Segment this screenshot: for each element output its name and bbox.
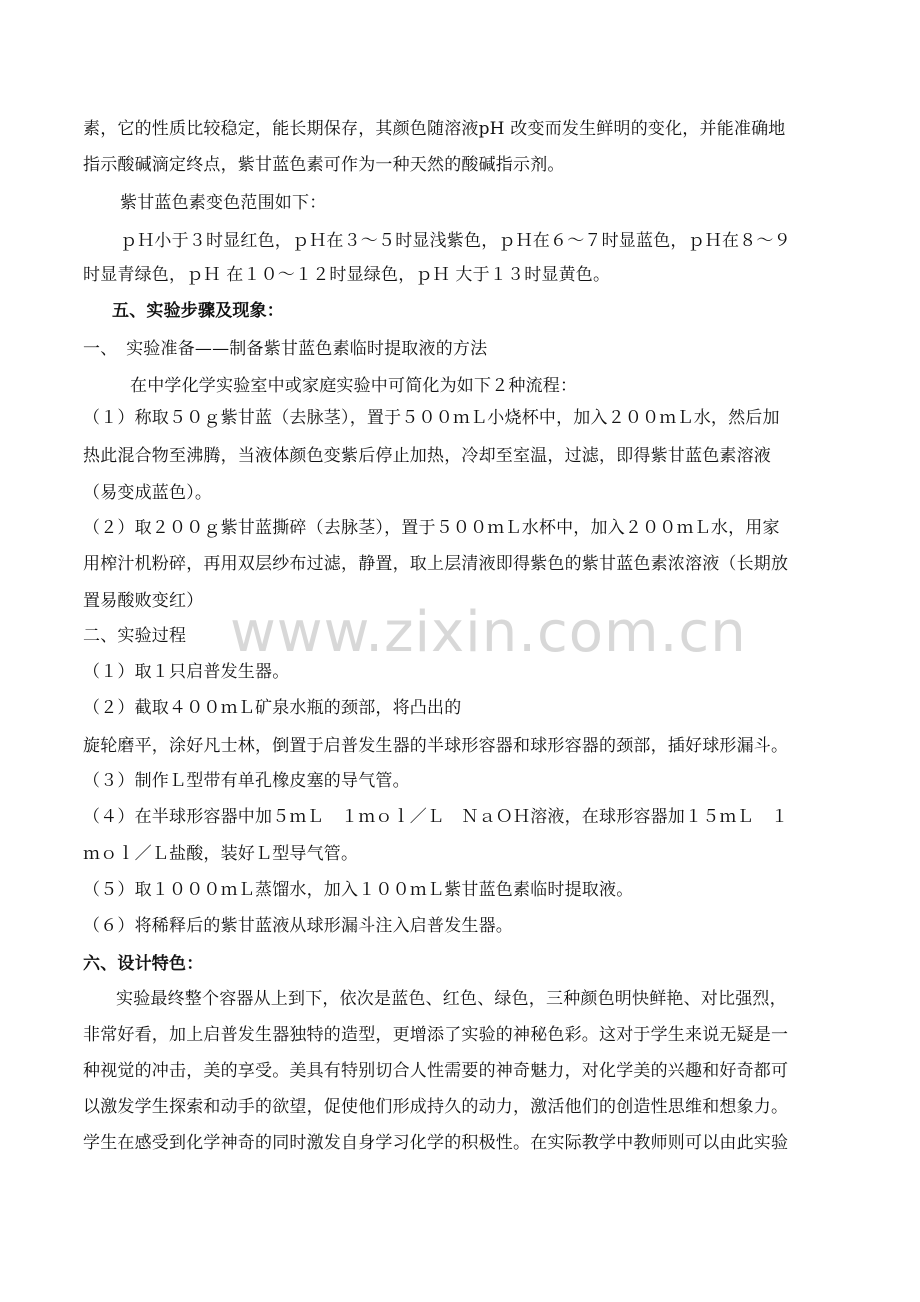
paragraph-line: 以激发学生探索和动手的欲望，促使他们形成持久的动力，激活他们的创造性思维和想象力。 — [83, 1097, 789, 1117]
list-item: （２）截取４００ｍＬ矿泉水瓶的颈部，将凸出的 — [83, 698, 462, 718]
paragraph-line: 时显青绿色，ｐＨ 在１０～１２时显绿色，ｐＨ 大于１３时显黄色。 — [83, 265, 611, 285]
paragraph-line: 紫甘蓝色素变色范围如下： — [120, 193, 327, 213]
paragraph-line: 置易酸败变红） — [83, 591, 204, 611]
paragraph-line: 学生在感受到化学神奇的同时激发自身学习化学的积极性。在实际教学中教师则可以由此实验 — [83, 1133, 789, 1153]
paragraph-line: 非常好看，加上启普发生器独特的造型，更增添了实验的神秘色彩。这对于学生来说无疑是一 — [83, 1025, 789, 1045]
section-heading: 六、设计特色： — [83, 954, 204, 974]
paragraph-line: 指示酸碱滴定终点，紫甘蓝色素可作为一种天然的酸碱指示剂。 — [83, 155, 565, 175]
paragraph-line: （易变成蓝色）。 — [83, 483, 213, 503]
paragraph-line: 在中学化学实验室中或家庭实验中可简化为如下２种流程： — [130, 376, 578, 396]
paragraph-line: 素，它的性质比较稳定，能长期保存，其颜色随溶液pH 改变而发生鲜明的变化，并能准确地 — [83, 119, 786, 139]
list-item: （３）制作Ｌ型带有单孔橡皮塞的导气管。 — [83, 771, 410, 791]
paragraph-line: 热此混合物至沸腾，当液体颜色变紫后停止加热，冷却至室温，过滤，即得紫甘蓝色素溶液 — [83, 446, 771, 466]
paragraph-line: 旋轮磨平，涂好凡士林，倒置于启普发生器的半球形容器和球形容器的颈部，插好球形漏斗。 — [83, 736, 789, 756]
paragraph-line: ｍｏｌ／Ｌ盐酸，装好Ｌ型导气管。 — [83, 844, 359, 864]
list-item: （５）取１０００ｍＬ蒸馏水，加入１００ｍＬ紫甘蓝色素临时提取液。 — [83, 880, 634, 900]
list-item: （４）在半球形容器中加５ｍＬ １ｍｏｌ／Ｌ ＮａＯＨ溶液，在球形容器加１５ｍＬ １ — [83, 807, 789, 827]
paragraph-line: ｐＨ小于３时显红色，ｐＨ在３～５时显浅紫色，ｐＨ在６～７时显蓝色，ｐＨ在８～９ — [120, 231, 791, 251]
list-item: （１）取１只启普发生器。 — [83, 662, 290, 682]
subsection-heading: 一、 实验准备——制备紫甘蓝色素临时提取液的方法 — [83, 339, 488, 359]
list-item: （２）取２００ｇ紫甘蓝撕碎（去脉茎），置于５００ｍＬ水杯中，加入２００ｍＬ水，用家 — [83, 518, 780, 538]
paragraph-line: 实验最终整个容器从上到下，依次是蓝色、红色、绿色，三种颜色明快鲜艳、对比强烈， — [116, 989, 787, 1009]
paragraph-line: 用榨汁机粉碎，再用双层纱布过滤，静置，取上层清液即得紫色的紫甘蓝色素浓溶液（长期放 — [83, 554, 789, 574]
watermark-text: www.zixin.com.cn — [230, 600, 747, 665]
section-heading: 五、实验步骤及现象： — [112, 301, 284, 321]
list-item: （１）称取５０ｇ紫甘蓝（去脉茎），置于５００ｍＬ小烧杯中，加入２００ｍＬ水，然后加 — [83, 408, 780, 428]
paragraph-line: 种视觉的冲击，美的享受。美具有特别切合人性需要的神奇魅力，对化学美的兴趣和好奇都可 — [83, 1061, 789, 1081]
subsection-heading: 二、实验过程 — [83, 626, 187, 646]
list-item: （６）将稀释后的紫甘蓝液从球形漏斗注入启普发生器。 — [83, 916, 513, 936]
